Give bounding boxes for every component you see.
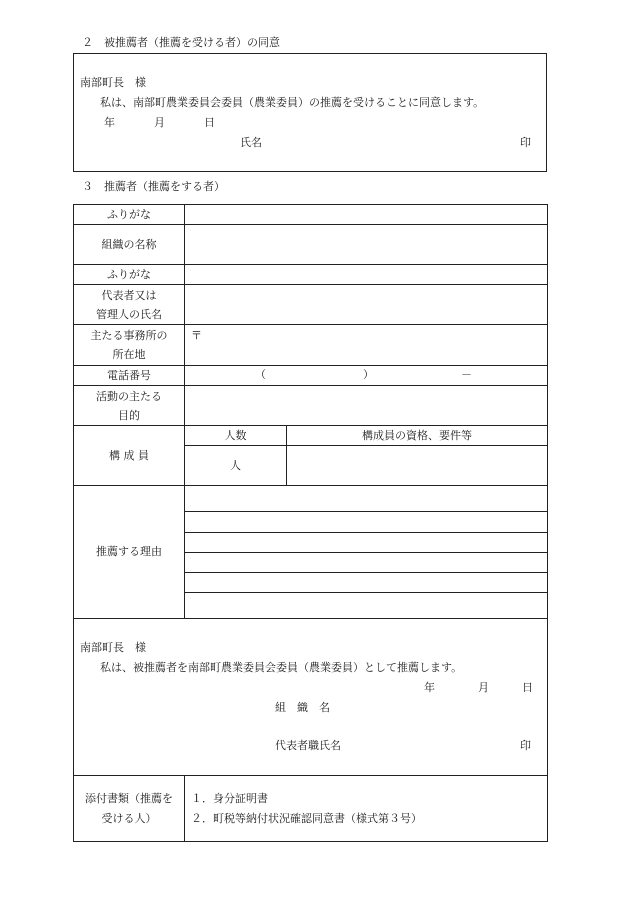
- members-label: 構 成 員: [74, 426, 185, 486]
- org-name-label: 組織の名称: [74, 225, 185, 265]
- recommender-section-heading: ３ 推薦者（推薦をする者）: [82, 180, 225, 193]
- form-row-attachments: [74, 776, 548, 842]
- declaration-date-year: 年: [424, 681, 435, 694]
- form-row-phone: [74, 366, 548, 386]
- phone-paren-close: ）: [363, 368, 374, 381]
- declaration-rep-label: 代表者職氏名: [275, 739, 341, 752]
- purpose-label-line1: 活動の主たる: [96, 389, 162, 403]
- reason-rule: [185, 592, 547, 593]
- reason-label: 推薦する理由: [74, 486, 185, 619]
- purpose-field[interactable]: [185, 386, 548, 426]
- attachments-label: [74, 776, 185, 842]
- furigana-label-2: ふりがな: [74, 265, 185, 285]
- members-count-field[interactable]: [185, 446, 287, 486]
- attachments-label-line1: 添付書類（推薦を: [85, 791, 173, 805]
- consent-seal: 印: [520, 136, 531, 149]
- consent-box: [73, 53, 547, 172]
- form-row-furigana-1: [74, 205, 548, 225]
- form-row-members-header: [74, 426, 548, 446]
- declaration-body: 私は、被推薦者を南部町農業委員会委員（農業委員）として推薦します。: [100, 661, 463, 674]
- form-row-representative: [74, 285, 548, 325]
- org-name-field[interactable]: [185, 225, 548, 265]
- form-row-office-address: [74, 325, 548, 366]
- furigana-label-1: ふりがな: [74, 205, 185, 225]
- reason-rule: [185, 552, 547, 553]
- form-row-furigana-2: [74, 265, 548, 285]
- office-address-label-line1: 主たる事務所の: [90, 329, 168, 342]
- members-qualification-field[interactable]: [287, 446, 548, 486]
- phone-paren-open: （: [255, 368, 266, 381]
- representative-label-line1: 代表者又は: [101, 288, 157, 302]
- attachments-list: [185, 776, 548, 842]
- reason-rule: [185, 532, 547, 533]
- consent-date-year: 年: [104, 116, 115, 129]
- representative-label: [74, 285, 185, 325]
- declaration-seal: 印: [520, 739, 531, 752]
- consent-body: 私は、南部町農業委員会委員（農業委員）の推薦を受けることに同意します。: [100, 96, 485, 109]
- declaration-date-day: 日: [522, 681, 533, 694]
- declaration-date-month: 月: [478, 681, 489, 694]
- reason-field[interactable]: [185, 486, 548, 619]
- purpose-label: [74, 386, 185, 426]
- form-row-reason: [74, 486, 548, 619]
- phone-label: 電話番号: [74, 366, 185, 386]
- declaration-org-label: 組 織 名: [275, 701, 330, 714]
- postal-mark: 〒: [191, 329, 202, 342]
- phone-dash: －: [461, 368, 472, 381]
- members-count-header: 人数: [185, 426, 287, 446]
- consent-section-heading: ２ 被推薦者（推薦を受ける者）の同意: [82, 36, 280, 49]
- attachments-label-line2: 受ける人）: [101, 811, 157, 825]
- members-count-unit: 人: [230, 458, 241, 472]
- phone-field[interactable]: [185, 366, 548, 386]
- office-address-field[interactable]: [185, 325, 548, 366]
- form-row-purpose: [74, 386, 548, 426]
- members-qualification-header: 構成員の資格、要件等: [287, 426, 548, 446]
- form-row-org-name: [74, 225, 548, 265]
- reason-rule: [185, 511, 547, 512]
- declaration-block: [74, 619, 548, 776]
- office-address-label-line2: 所在地: [112, 348, 146, 361]
- consent-name-label: 氏名: [240, 136, 262, 149]
- office-address-label: [74, 325, 185, 366]
- recommender-form-table: [73, 204, 548, 842]
- attachment-item-1: １．身分証明書: [191, 791, 268, 805]
- consent-addressee: 南部町長 様: [80, 76, 146, 89]
- reason-rule: [185, 572, 547, 573]
- purpose-label-line2: 目的: [118, 408, 140, 422]
- form-row-declaration: [74, 619, 548, 776]
- representative-field[interactable]: [185, 285, 548, 325]
- representative-label-line2: 管理人の氏名: [96, 307, 162, 321]
- attachment-item-2: ２．町税等納付状況確認同意書（様式第３号）: [191, 811, 422, 825]
- consent-date-month: 月: [154, 116, 165, 129]
- declaration-addressee: 南部町長 様: [80, 641, 146, 654]
- furigana-field-1[interactable]: [185, 205, 548, 225]
- consent-date-day: 日: [204, 116, 215, 129]
- furigana-field-2[interactable]: [185, 265, 548, 285]
